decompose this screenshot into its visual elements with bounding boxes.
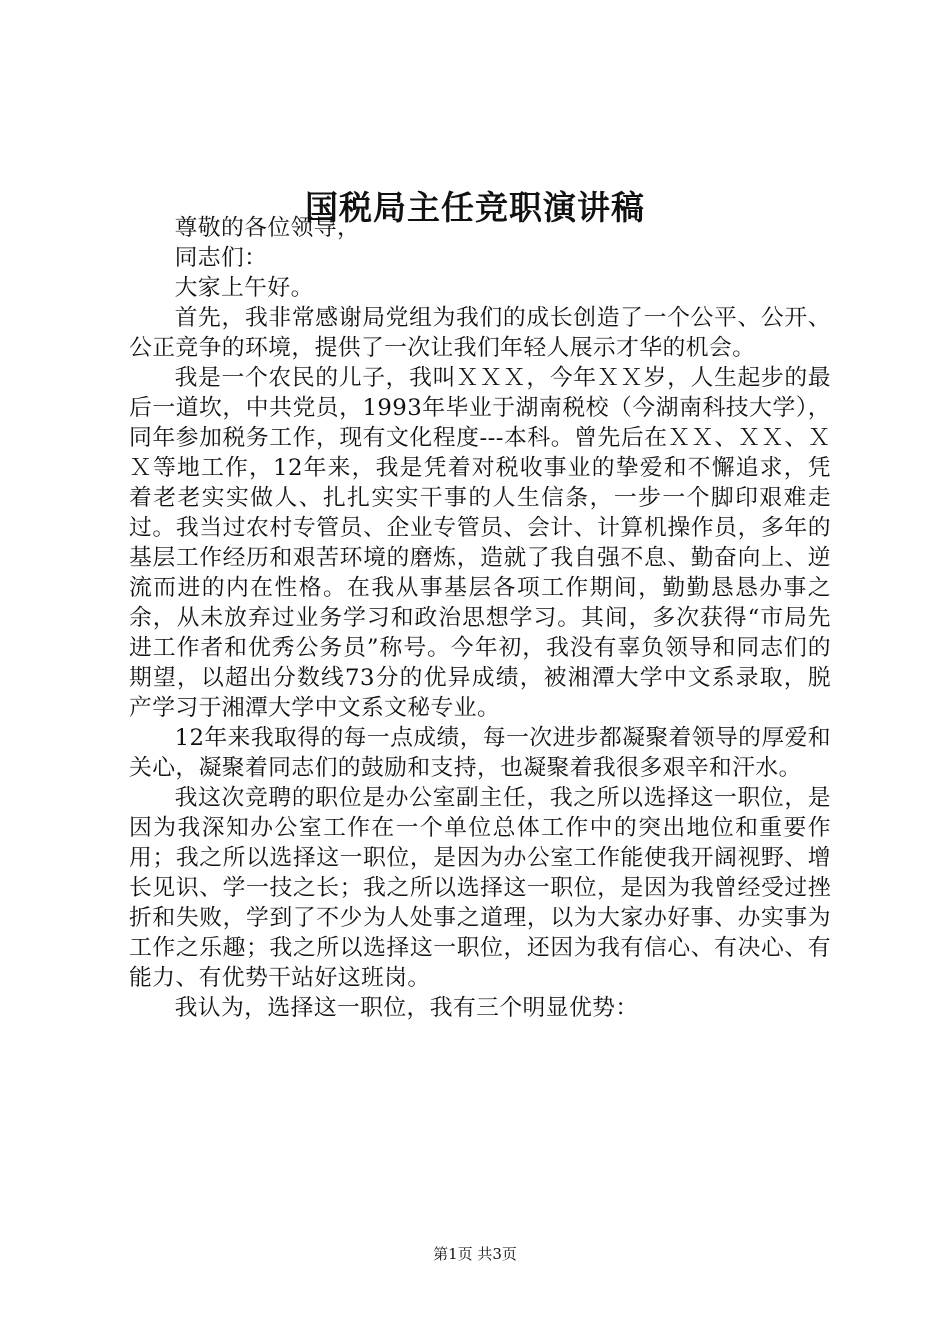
- body-paragraph: 我认为，选择这一职位，我有三个明显优势：: [174, 995, 639, 1021]
- page-footer: 第1页 共3页: [433, 1245, 517, 1263]
- greeting-paragraph: 大家上午好。: [174, 275, 314, 301]
- body-paragraph: 我这次竞聘的职位是办公室副主任，我之所以选择这一职位，是因为我深知办公室工作在一个单位总体工作中的突出地位和重要作用；我之所以选择这一职位，是因为办公室工作能使我开阔视野、增长见识、学一技之长；我之所以选择这一职位，是因为我曾经受过挫折和失败，学到了不少为人处事之道理，以为大家办好事、办实事为工作之乐趣；我之所以选择这一职位，还因为我有信心、有决心、有能力、有优势干站好这班岗。: [129, 785, 831, 991]
- body-paragraph: 首先，我非常感谢局党组为我们的成长创造了一个公平、公开、公正竞争的环境，提供了一次让我们年轻人展示才华的机会。: [129, 305, 831, 361]
- body-paragraph: 12年来我取得的每一点成绩，每一次进步都凝聚着领导的厚爱和关心，凝聚着同志们的鼓励和支持，也凝聚着我很多艰辛和汗水。: [129, 725, 831, 781]
- salutation-paragraph: 同志们：: [174, 245, 268, 271]
- salutation-paragraph: 尊敬的各位领导，: [174, 215, 361, 241]
- document-title: 国税局主任竞职演讲稿: [305, 188, 645, 227]
- document-body: [129, 213, 831, 1023]
- body-paragraph: 我是一个农民的儿子，我叫ＸＸＸ，今年ＸＸ岁，人生起步的最后一道坎，中共党员，1993年毕业于湖南税校（今湖南科技大学），同年参加税务工作，现有文化程度---本科。曾先后在ＸＸ、ＸＸ、ＸＸ等地工作，12年来，我是凭着对税收事业的挚爱和不懈追求，凭着老老实实做人、扎扎实实干事的人生信条，一步一个脚印艰难走过。我当过农村专管员、企业专管员、会计、计算机操作员，多年的基层工作经历和艰苦环境的磨炼，造就了我自强不息、勤奋向上、逆流而进的内在性格。在我从事基层各项工作期间，勤勤恳恳办事之余，从未放弃过业务学习和政治思想学习。其间，多次获得“市局先进工作者和优秀公务员”称号。今年初，我没有辜负领导和同志们的期望，以超出分数线73分的优异成绩，被湘潭大学中文系录取，脱产学习于湘潭大学中文系文秘专业。: [129, 365, 831, 721]
